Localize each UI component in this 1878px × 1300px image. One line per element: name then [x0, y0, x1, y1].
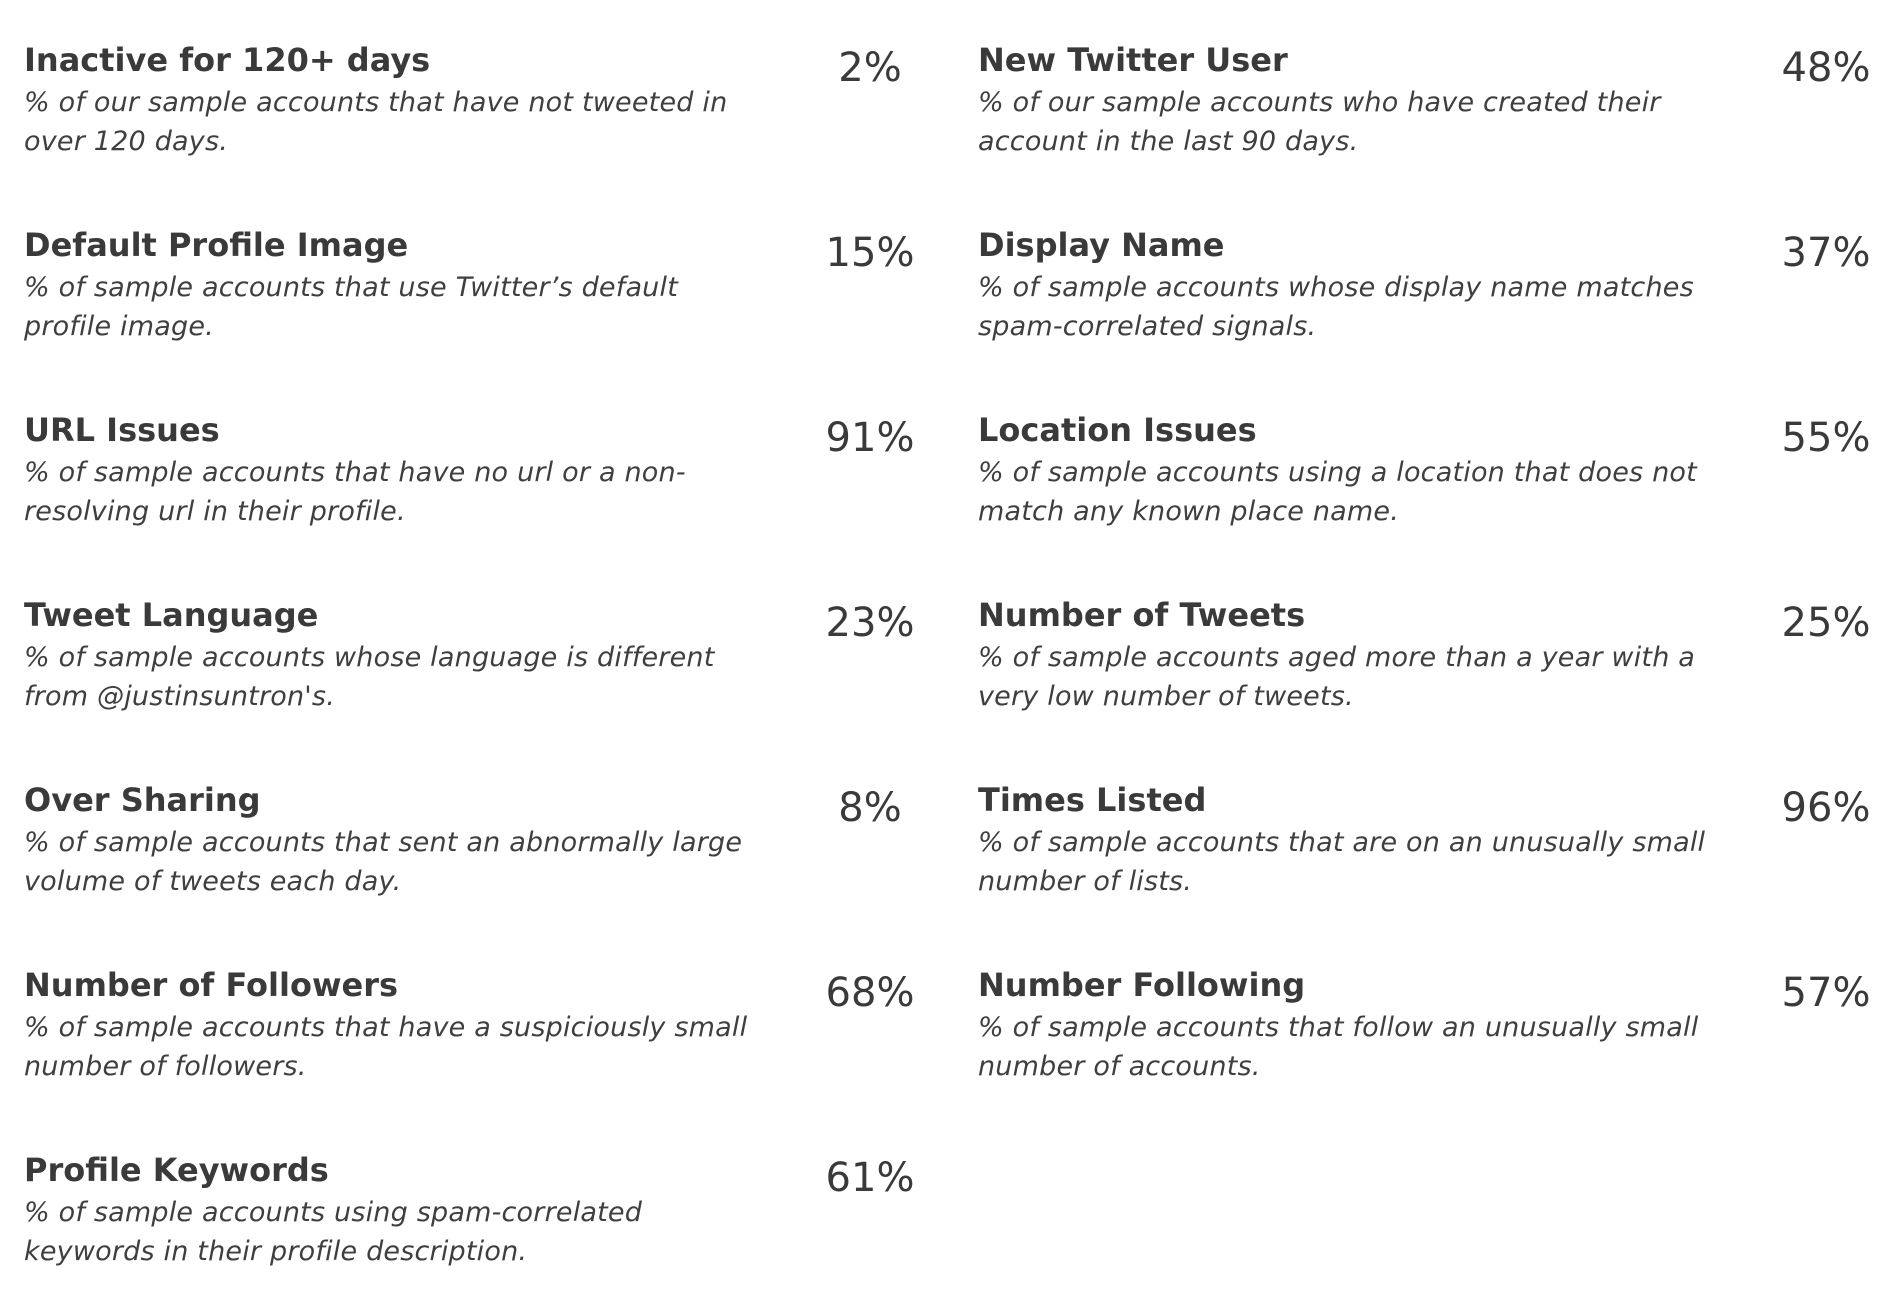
metric-value: 23% [825, 600, 915, 646]
metric-description: % of sample accounts that have no url or a non-resolving url in their profile. [24, 457, 686, 527]
metric-value: 25% [1781, 600, 1871, 646]
metric-value: 96% [1781, 785, 1871, 831]
metric-title: Number Following [978, 966, 1306, 1004]
metric-inactive [24, 40, 924, 190]
metric-tweet-language [24, 595, 924, 745]
metric-description: % of sample accounts whose language is different from @justinsuntron's. [24, 642, 715, 712]
metric-title: Times Listed [978, 781, 1207, 819]
metric-location-issues [978, 410, 1871, 560]
metric-value: 8% [838, 785, 902, 831]
metric-title: Default Profile Image [24, 226, 409, 264]
metric-new-twitter-user [978, 40, 1871, 190]
metric-times-listed [978, 780, 1871, 930]
metric-title: New Twitter User [978, 41, 1288, 79]
metric-display-name [978, 225, 1871, 375]
metric-value: 55% [1781, 415, 1871, 461]
metric-description: % of sample accounts using a location that does not match any known place name. [978, 457, 1697, 527]
metric-title: Tweet Language [24, 596, 319, 634]
metric-value: 91% [825, 415, 915, 461]
metric-title: URL Issues [24, 411, 220, 449]
metric-number-of-tweets [978, 595, 1871, 745]
metric-value: 37% [1781, 230, 1871, 276]
metric-description: % of sample accounts that have a suspiciously small number of followers. [24, 1012, 748, 1082]
metric-description: % of our sample accounts who have created their account in the last 90 days. [978, 87, 1661, 157]
metric-description: % of sample accounts using spam-correlated keywords in their profile description. [24, 1197, 643, 1267]
metric-url-issues [24, 410, 924, 560]
metric-value: 68% [825, 970, 915, 1016]
metric-value: 61% [825, 1155, 915, 1201]
metric-description: % of sample accounts that follow an unusually small number of accounts. [978, 1012, 1699, 1082]
metric-description: % of sample accounts aged more than a year with a very low number of tweets. [978, 642, 1696, 712]
metric-title: Display Name [978, 226, 1225, 264]
metric-description: % of sample accounts that sent an abnormally large volume of tweets each day. [24, 827, 743, 897]
metric-value: 15% [825, 230, 915, 276]
metric-number-of-followers [24, 965, 924, 1115]
metric-default-profile-image [24, 225, 924, 375]
metric-title: Inactive for 120+ days [24, 41, 431, 79]
metric-value: 2% [838, 45, 902, 91]
metric-number-following [978, 965, 1871, 1115]
metric-title: Profile Keywords [24, 1151, 329, 1189]
metric-title: Over Sharing [24, 781, 261, 819]
metric-description: % of sample accounts that are on an unusually small number of lists. [978, 827, 1706, 897]
metric-title: Number of Followers [24, 966, 399, 1004]
metric-value: 48% [1781, 45, 1871, 91]
metric-value: 57% [1781, 970, 1871, 1016]
metric-description: % of sample accounts whose display name matches spam-correlated signals. [978, 272, 1694, 342]
metric-description: % of our sample accounts that have not tweeted in over 120 days. [24, 87, 728, 157]
metric-title: Number of Tweets [978, 596, 1306, 634]
metric-over-sharing [24, 780, 924, 930]
metric-description: % of sample accounts that use Twitter’s default profile image. [24, 272, 678, 342]
metric-profile-keywords [24, 1150, 924, 1300]
metric-title: Location Issues [978, 411, 1257, 449]
